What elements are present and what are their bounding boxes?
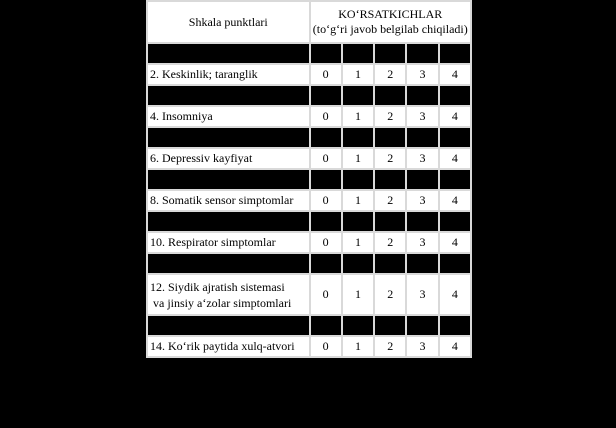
score-option-4[interactable]: 4 — [440, 191, 470, 210]
scale-item-label: 8. Somatik sensor simptomlar — [148, 191, 309, 210]
scale-item-label-line2: va jinsiy a‘zolar simptomlari — [153, 295, 292, 310]
blank-label-cell — [148, 86, 309, 105]
score-option-3[interactable]: 3 — [407, 107, 437, 126]
score-option-3[interactable]: 3 — [407, 233, 437, 252]
score-option-4[interactable]: 4 — [440, 337, 470, 356]
table-row — [148, 275, 470, 314]
blank-label-cell — [148, 212, 309, 231]
score-option-3[interactable]: 3 — [407, 191, 437, 210]
score-option-2[interactable]: 2 — [375, 275, 405, 314]
blank-label-cell — [148, 316, 309, 335]
header-indicators-note: (to‘g‘ri javob belgilab chiqiladi) — [312, 22, 468, 36]
table-row-blank — [148, 44, 470, 63]
scale-item-label — [148, 275, 309, 314]
blank-value-cell — [311, 254, 341, 273]
blank-value-cell — [311, 316, 341, 335]
score-option-4[interactable]: 4 — [440, 65, 470, 84]
blank-value-cell — [343, 212, 373, 231]
blank-value-cell — [375, 316, 405, 335]
blank-value-cell — [407, 128, 437, 147]
table-header-row — [148, 2, 470, 42]
score-option-2[interactable]: 2 — [375, 107, 405, 126]
score-option-3[interactable]: 3 — [407, 275, 437, 314]
score-option-0[interactable]: 0 — [311, 233, 341, 252]
blank-label-cell — [148, 170, 309, 189]
blank-value-cell — [311, 128, 341, 147]
blank-value-cell — [375, 86, 405, 105]
anxiety-scale-table — [146, 0, 472, 358]
blank-value-cell — [343, 128, 373, 147]
blank-label-cell — [148, 44, 309, 63]
blank-label-cell — [148, 254, 309, 273]
blank-value-cell — [343, 44, 373, 63]
score-option-4[interactable]: 4 — [440, 275, 470, 314]
score-option-2[interactable]: 2 — [375, 65, 405, 84]
table-row-blank — [148, 86, 470, 105]
score-option-1[interactable]: 1 — [343, 275, 373, 314]
blank-value-cell — [407, 170, 437, 189]
blank-value-cell — [343, 170, 373, 189]
blank-value-cell — [375, 44, 405, 63]
score-option-0[interactable]: 0 — [311, 149, 341, 168]
score-option-3[interactable]: 3 — [407, 65, 437, 84]
blank-label-cell — [148, 128, 309, 147]
score-option-1[interactable]: 1 — [343, 107, 373, 126]
blank-value-cell — [343, 86, 373, 105]
blank-value-cell — [440, 316, 470, 335]
score-option-3[interactable]: 3 — [407, 337, 437, 356]
table-row — [148, 65, 470, 84]
table-row — [148, 191, 470, 210]
scale-item-label: 6. Depressiv kayfiyat — [148, 149, 309, 168]
blank-value-cell — [343, 254, 373, 273]
header-indicators-title: KO‘RSATKICHLAR — [338, 7, 443, 21]
score-option-2[interactable]: 2 — [375, 337, 405, 356]
blank-value-cell — [311, 212, 341, 231]
blank-value-cell — [440, 170, 470, 189]
scale-item-label: 14. Ko‘rik paytida xulq-atvori — [148, 337, 309, 356]
blank-value-cell — [407, 212, 437, 231]
table-row-blank — [148, 128, 470, 147]
table-row-blank — [148, 254, 470, 273]
header-scale-items: Shkala punktlari — [148, 2, 309, 42]
blank-value-cell — [407, 254, 437, 273]
table-row — [148, 149, 470, 168]
table-row-blank — [148, 316, 470, 335]
blank-value-cell — [440, 44, 470, 63]
header-indicators — [311, 2, 470, 42]
table-row-blank — [148, 170, 470, 189]
score-option-0[interactable]: 0 — [311, 65, 341, 84]
blank-value-cell — [375, 212, 405, 231]
table-row — [148, 107, 470, 126]
score-option-1[interactable]: 1 — [343, 65, 373, 84]
blank-value-cell — [375, 254, 405, 273]
blank-value-cell — [440, 86, 470, 105]
score-option-1[interactable]: 1 — [343, 233, 373, 252]
blank-value-cell — [311, 44, 341, 63]
blank-value-cell — [440, 128, 470, 147]
score-option-0[interactable]: 0 — [311, 107, 341, 126]
table-row-blank — [148, 212, 470, 231]
score-option-2[interactable]: 2 — [375, 233, 405, 252]
score-option-1[interactable]: 1 — [343, 337, 373, 356]
score-option-0[interactable]: 0 — [311, 337, 341, 356]
score-option-3[interactable]: 3 — [407, 149, 437, 168]
scale-item-label-line1: 12. Siydik ajratish sistemasi — [150, 279, 285, 294]
blank-value-cell — [311, 86, 341, 105]
score-option-1[interactable]: 1 — [343, 149, 373, 168]
blank-value-cell — [343, 316, 373, 335]
blank-value-cell — [407, 44, 437, 63]
score-option-4[interactable]: 4 — [440, 149, 470, 168]
score-option-4[interactable]: 4 — [440, 233, 470, 252]
scale-item-label: 2. Keskinlik; taranglik — [148, 65, 309, 84]
score-option-0[interactable]: 0 — [311, 191, 341, 210]
scale-item-label: 10. Respirator simptomlar — [148, 233, 309, 252]
blank-value-cell — [375, 170, 405, 189]
blank-value-cell — [440, 254, 470, 273]
score-option-4[interactable]: 4 — [440, 107, 470, 126]
score-option-2[interactable]: 2 — [375, 149, 405, 168]
table-row — [148, 233, 470, 252]
table-row — [148, 337, 470, 356]
score-option-1[interactable]: 1 — [343, 191, 373, 210]
scale-item-label: 4. Insomniya — [148, 107, 309, 126]
blank-value-cell — [440, 212, 470, 231]
blank-value-cell — [311, 170, 341, 189]
score-option-0[interactable]: 0 — [311, 275, 341, 314]
blank-value-cell — [407, 316, 437, 335]
blank-value-cell — [407, 86, 437, 105]
blank-value-cell — [375, 128, 405, 147]
score-option-2[interactable]: 2 — [375, 191, 405, 210]
